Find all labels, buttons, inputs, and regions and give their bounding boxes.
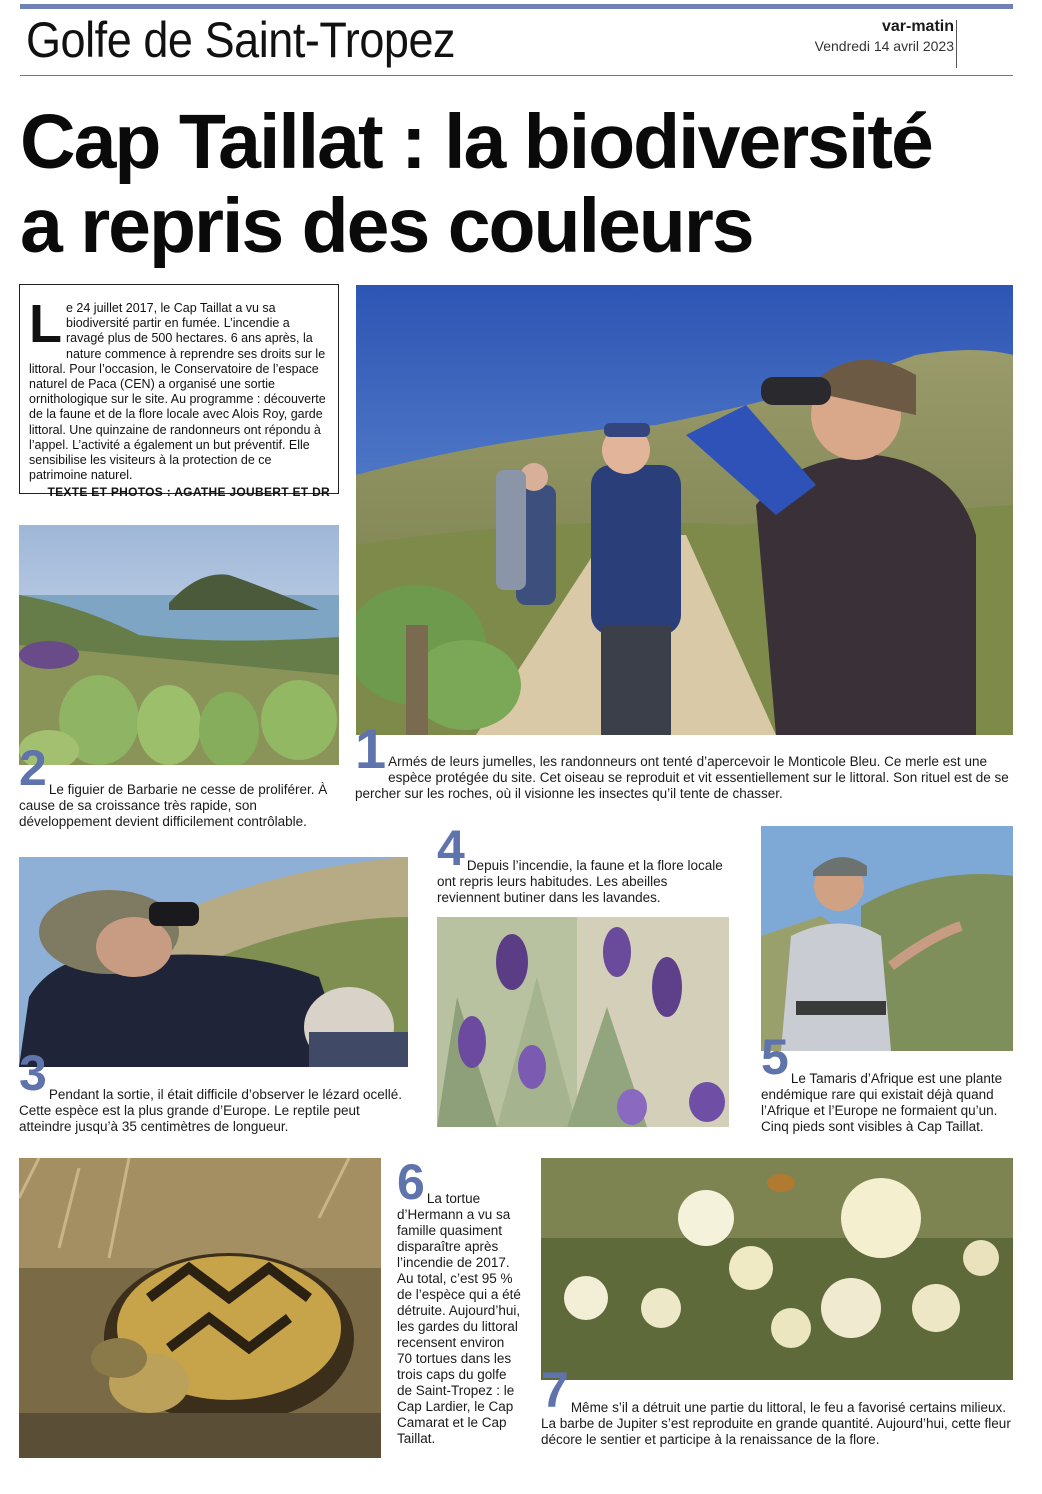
caption-number-2: 2	[19, 740, 47, 796]
photo-guide-speaking	[761, 826, 1013, 1051]
byline: TEXTE ET PHOTOS : AGATHE JOUBERT ET DR	[47, 485, 330, 500]
intro-text: e 24 juillet 2017, le Cap Taillat a vu sa biodiversité partir en fumée. L’incendie a ravagé plus de 500 hectares. 6 ans après, la nature commence à reprendre ses droits sur le littoral. Pour l’occasion, le Conservatoire de l’espace naturel de Paca (CEN) a organisé une sortie ornithologique sur le site. Au programme : découverte de la faune et de la flore locale avec Alois Roy, garde littoral. Une quinzaine de randonneurs ont répondu à l’appel. L’activité a également un but préventif. Elle sensibilise les visiteurs à la protection de ce patrimoine naturel.	[29, 301, 326, 483]
headline-line-1: Cap Taillat : la biodiversité	[20, 99, 932, 185]
caption-5	[761, 1029, 1017, 1135]
photo-prickly-pear-island	[19, 525, 339, 765]
article-headline	[20, 100, 1020, 268]
caption-number-4: 4	[437, 820, 465, 876]
headline-line-2: a repris des couleurs	[20, 183, 753, 269]
caption-7	[541, 1362, 1011, 1448]
top-accent-bar	[20, 4, 1013, 9]
caption-text-1: Armés de leurs jumelles, les randonneurs ont tenté d’apercevoir le Monticole Bleu. Ce merle est une espèce protégée du site. Cet oiseau se reproduit et vit essentiellement sur le littoral. Son rituel est de se percher sur les roches, où il visionne les insectes qu’il tente de chasser.	[355, 754, 1009, 801]
section-title: Golfe de Saint-Tropez	[26, 12, 456, 68]
caption-number-5: 5	[761, 1029, 789, 1085]
caption-text-2: Le figuier de Barbarie ne cesse de proliférer. À cause de sa croissance très rapide, son développement devient difficilement contrôlable.	[19, 782, 328, 829]
intro-box	[19, 284, 339, 500]
photo-lavender	[437, 917, 729, 1127]
caption-number-1: 1	[355, 717, 387, 780]
photo-white-flowers	[541, 1158, 1013, 1380]
photo-hikers-binoculars	[356, 285, 1013, 735]
caption-text-3: Pendant la sortie, il était difficile d’observer le lézard ocellé. Cette espèce est la plus grande d’Europe. Le reptile peut atteindre jusqu’à 35 centimètres de longueur.	[19, 1087, 403, 1134]
caption-3	[19, 1045, 409, 1135]
caption-text-5: Le Tamaris d’Afrique est une plante endémique rare qui existait déjà quand l’Afrique et l’Europe ne formaient qu’un. Cinq pieds sont visibles à Cap Taillat.	[761, 1071, 1003, 1134]
header-rule	[20, 75, 1013, 76]
header-divider	[956, 20, 957, 68]
caption-text-6: La tortue d’Hermann a vu sa famille quasiment disparaître après l’incendie de 2017. Au total, c’est 95 % de l’espèce qui a été détruite. Aujourd’hui, les gardes du littoral recensent environ 70 tortues dans les trois caps du golfe de Saint-Tropez : le Cap Lardier, le Cap Camarat et le Cap Taillat.	[397, 1191, 521, 1446]
drop-cap: L	[29, 294, 62, 354]
caption-text-4: Depuis l’incendie, la faune et la flore locale ont repris leurs habitudes. Les abeilles reviennent butiner dans les lavandes.	[437, 858, 723, 905]
photo-hiker-with-hat	[19, 857, 408, 1067]
caption-number-7: 7	[541, 1362, 569, 1418]
caption-number-3: 3	[19, 1045, 47, 1101]
caption-number-6: 6	[397, 1154, 425, 1210]
caption-1	[355, 717, 1015, 802]
caption-2	[19, 740, 341, 830]
publication-date: Vendredi 14 avril 2023	[814, 38, 954, 54]
caption-6	[397, 1154, 522, 1447]
newspaper-brand: var-matin	[881, 18, 954, 35]
photo-tortoise	[19, 1158, 381, 1458]
caption-4	[437, 820, 727, 906]
caption-text-7: Même s’il a détruit une partie du littoral, le feu a favorisé certains milieux. La barbe de Jupiter s’est reproduite en grande quantité. Aujourd’hui, cette fleur décore le sentier et participe à la renaissance de la flore.	[541, 1400, 1011, 1447]
